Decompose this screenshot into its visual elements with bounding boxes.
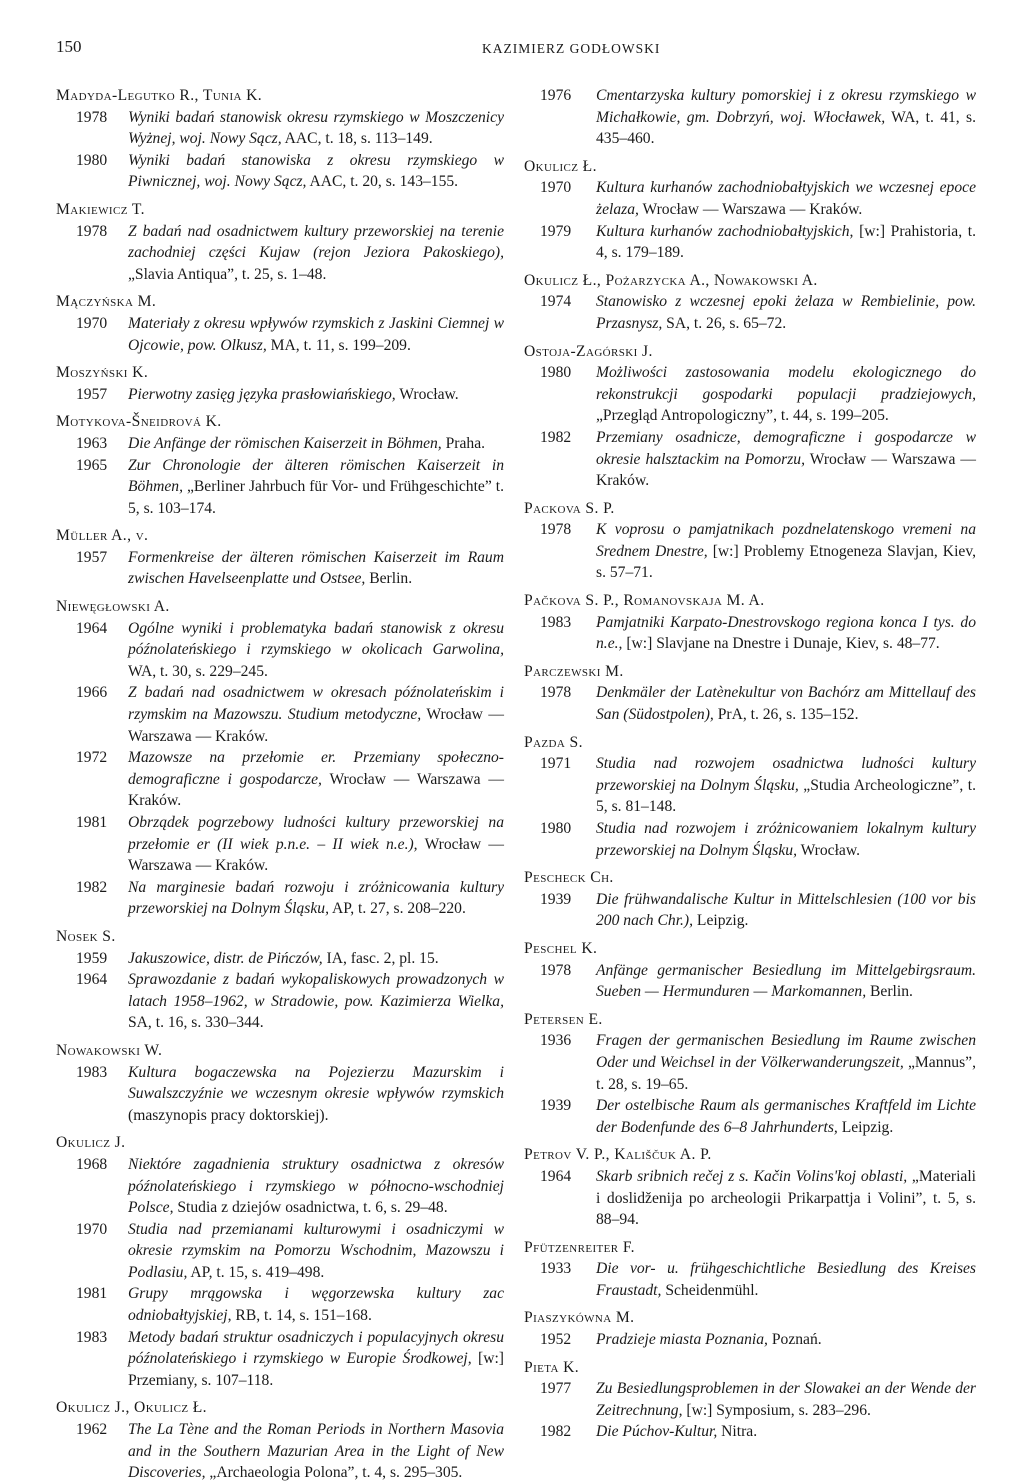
bibliography-entry — [524, 889, 976, 932]
author-heading: Okulicz J. — [56, 1134, 126, 1152]
entry-title: Formenkreise der älteren römischen Kaiserzeit im Raum zwischen Havelseenplatte und Ostsee, — [128, 548, 504, 588]
entry-publication: Wrocław. — [796, 841, 860, 859]
bibliography-column-right — [524, 85, 976, 1443]
entry-title: Mazowsze na przełomie er. Przemiany społeczno-demograficzne i gospodarcze, — [128, 749, 504, 788]
bibliography-entry — [524, 1258, 976, 1301]
entry-title: Metody badań struktur osadniczych i populacyjnych okresu późnolateńskiego i rzymskiego w Europie Środkowej, — [128, 1328, 504, 1368]
entry-title: Ogólne wyniki i problematyka badań stanowisk z okresu późnolateńskiego i rzymskiego w okolicach Garwolina, — [128, 619, 504, 659]
entry-publication: WA, t. 41, s. 435–460. — [596, 108, 976, 148]
bibliography-entry — [524, 1421, 976, 1443]
entry-publication: [w:] Symposium, s. 283–296. — [682, 1401, 871, 1419]
bibliography-entry — [524, 1166, 976, 1231]
entry-year: 1980 — [540, 820, 572, 837]
entry-year: 1964 — [76, 971, 108, 989]
entry-year: 1970 — [540, 179, 572, 197]
entry-title: Sprawozdanie z badań wykopaliskowych prowadzonych w latach 1958–1962, w Stradowie, pow. Kazimierza Wielka, — [128, 971, 504, 1010]
entry-publication: [w:] Slavjane na Dnestre i Dunaje, Kiev, s. 48–77. — [622, 635, 940, 653]
entry-title: Anfänge germanischer Besiedlung im Mittelgebirgsraum. Sueben — Hermunduren — Markomannen, — [596, 961, 976, 1001]
author-heading: Okulicz Ł., Pożarzycka A., Nowakowski A. — [524, 271, 818, 289]
bibliography-entry — [524, 612, 976, 655]
entry-year: 1979 — [540, 222, 572, 240]
entry-year: 1982 — [76, 878, 108, 896]
entry-title: Materiały z okresu wpływów rzymskich z Jaskini Ciemnej w Ojcowie, pow. Olkusz, — [128, 314, 504, 354]
author-heading: Pieta K. — [524, 1358, 580, 1376]
author-heading: Niewęgłowski A. — [56, 598, 170, 616]
entry-publication: Nitra. — [717, 1423, 758, 1441]
author-heading: Pazda S. — [524, 733, 583, 751]
entry-publication: „Przegląd Antropologiczny”, t. 44, s. 199–205. — [596, 407, 889, 425]
author-heading: Petersen E. — [524, 1010, 603, 1028]
entry-publication: Studia z dziejów osadnictwa, t. 6, s. 29–48. — [173, 1199, 448, 1217]
author-heading: Motykova-Šneidrová K. — [56, 413, 222, 431]
entry-title: Der ostelbische Raum als germanisches Kraftfeld im Lichte der Bodenfunde des 6–8 Jahrhunderts, — [596, 1097, 976, 1136]
bibliography-entry — [56, 948, 504, 970]
entry-title: Niektóre zagadnienia struktury osadnictwa z okresów późnolateńskiego i rzymskiego w północno-wschodniej Polsce, — [128, 1155, 504, 1217]
bibliography-entry — [56, 221, 504, 286]
bibliography-entry — [56, 1154, 504, 1219]
bibliography-entry — [524, 960, 976, 1003]
bibliography-entry — [524, 221, 976, 264]
bibliography-entry — [56, 1419, 504, 1484]
entry-year: 1978 — [76, 222, 108, 240]
entry-title: Die frühwandalische Kultur in Mittelschlesien (100 vor bis 200 nach Chr.), — [596, 890, 976, 930]
entry-year: 1978 — [540, 961, 572, 979]
entry-publication: [w:] Problemy Etnogeneza Slavjan, Kiev, s. 57–71. — [596, 542, 976, 582]
entry-title: Die vor- u. frühgeschichtliche Besiedlung des Kreises Fraustadt, — [596, 1260, 976, 1299]
page-number: 150 — [56, 37, 82, 56]
bibliography-entry — [524, 1030, 976, 1095]
entry-year: 1977 — [540, 1380, 572, 1398]
bibliography-entry — [524, 753, 976, 818]
entry-publication: IA, fasc. 2, pl. 15. — [322, 949, 439, 967]
bibliography-entry — [56, 1062, 504, 1127]
entry-publication: AP, t. 27, s. 208–220. — [328, 900, 466, 918]
entry-title: Kultura kurhanów zachodniobałtyjskich, — [596, 222, 854, 240]
author-heading: Petrov V. P., Kališčuk A. P. — [524, 1146, 712, 1164]
entry-year: 1933 — [540, 1260, 572, 1278]
bibliography-entry — [524, 362, 976, 427]
entry-title: Stanowisko z wczesnej epoki żelaza w Rembielinie, pow. Przasnysz, — [596, 293, 976, 332]
bibliography-entry — [56, 384, 504, 406]
author-heading: Mączyńska M. — [56, 293, 157, 311]
entry-publication: SA, t. 16, s. 330–344. — [128, 1014, 264, 1032]
entry-year: 1983 — [540, 613, 572, 631]
author-heading: Makiewicz T. — [56, 200, 145, 218]
entry-publication: Wrocław — Warszawa — Kraków. — [596, 450, 976, 490]
entry-title: Skarb sribnich rečej z s. Kačin Volins'koj oblasti, — [596, 1167, 908, 1185]
page-header — [56, 36, 968, 60]
entry-title: Die Anfänge der römischen Kaiserzeit in Böhmen, — [128, 434, 442, 452]
entry-publication: Leipzig. — [837, 1118, 894, 1136]
author-heading: Packova S. P. — [524, 499, 615, 517]
entry-title: Kultura kurhanów zachodniobałtyjskich we wczesnej epoce żelaza, — [596, 179, 976, 218]
bibliography-entry — [56, 433, 504, 455]
entry-publication: [w:] Prahistoria, t. 4, s. 179–189. — [596, 222, 976, 262]
entry-publication: Berlin. — [365, 570, 413, 588]
entry-title: Zur Chronologie der älteren römischen Kaiserzeit in Böhmen, — [128, 456, 504, 496]
entry-publication: „Mannus”, t. 28, s. 19–65. — [596, 1053, 976, 1093]
bibliography-entry — [524, 177, 976, 220]
entry-year: 1957 — [76, 385, 108, 403]
bibliography-entry — [56, 877, 504, 920]
entry-title: Pamjatniki Karpato-Dnestrovskogo regiona konca I tys. do n.e., — [596, 613, 976, 653]
entry-year: 1981 — [76, 814, 108, 831]
entry-publication: Berlin. — [866, 983, 913, 1001]
author-heading: Parczewski M. — [524, 662, 624, 680]
entry-year: 1980 — [76, 151, 108, 169]
entry-publication: RB, t. 14, s. 151–168. — [231, 1307, 372, 1325]
entry-year: 1971 — [540, 755, 572, 773]
entry-publication: Wrocław — Warszawa — Kraków. — [128, 770, 504, 810]
entry-title: Fragen der germanischen Besiedlung im Raume zwischen Oder und Weichsel in der Völkerwanderungszeit, — [596, 1032, 976, 1071]
author-heading: Madyda-Legutko R., Tunia K. — [56, 87, 263, 104]
bibliography-entry — [56, 150, 504, 193]
entry-publication: MA, t. 11, s. 199–209. — [266, 336, 411, 354]
entry-year: 1970 — [76, 1220, 108, 1238]
bibliography-entry — [524, 682, 976, 725]
author-heading: Pačkova S. P., Romanovskaja M. A. — [524, 592, 765, 610]
entry-title: Z badań nad osadnictwem w okresach późnolateńskim i rzymskim na Mazowszu. Studium metodyczne, — [128, 684, 504, 724]
entry-publication: AP, t. 15, s. 419–498. — [187, 1263, 325, 1281]
bibliography-entry — [524, 519, 976, 584]
entry-title: Cmentarzyska kultury pomorskiej i z okresu rzymskiego w Michałkowie, gm. Dobrzyń, woj. Włocławek, — [596, 87, 976, 126]
author-heading: Piaszykówna M. — [524, 1309, 635, 1327]
entry-publication: Wrocław — Warszawa — Kraków. — [128, 835, 504, 875]
bibliography-entry — [56, 969, 504, 1034]
entry-year: 1974 — [540, 293, 572, 311]
entry-publication: PrA, t. 26, s. 135–152. — [713, 706, 859, 724]
entry-year: 1980 — [540, 364, 572, 382]
entry-publication: AAC, t. 18, s. 113–149. — [281, 130, 433, 148]
bibliography-entry — [524, 291, 976, 334]
entry-year: 1952 — [540, 1331, 572, 1349]
entry-title: Denkmäler der Latènekultur von Bachórz am Mittellauf des San (Südostpolen), — [596, 684, 976, 724]
bibliography-entry — [56, 455, 504, 520]
bibliography-column-left — [56, 85, 504, 1484]
entry-year: 1939 — [540, 1097, 572, 1115]
entry-publication: Poznań. — [767, 1331, 822, 1349]
author-heading: Nosek S. — [56, 927, 116, 945]
entry-publication: „Studia Archeologiczne”, t. 5, s. 81–148. — [596, 776, 976, 816]
bibliography-entry — [524, 1095, 976, 1138]
entry-publication: „Berliner Jahrbuch für Vor- und Frühgeschichte” t. 5, s. 103–174. — [128, 478, 504, 517]
entry-title: Możliwości zastosowania modelu ekologicznego do rekonstrukcji gospodarki populacji pradziejowych, — [596, 364, 976, 403]
author-heading: Pescheck Ch. — [524, 869, 614, 887]
entry-publication: Wrocław. — [395, 385, 459, 403]
entry-title: Wyniki badań stanowiska z okresu rzymskiego w Piwnicznej, woj. Nowy Sącz, — [128, 151, 504, 191]
entry-title: Studia nad przemianami kulturowymi i osadniczymi w okresie rzymskim na Pomorzu Wschodnim, Mazowszu i Podlasiu, — [128, 1220, 504, 1281]
bibliography-entry — [524, 1378, 976, 1421]
entry-publication: „Materiali i doslidženija po archeologii Prikarpattja i Volini”, t. 5, s. 88–94. — [596, 1167, 976, 1229]
bibliography-entry — [56, 747, 504, 812]
bibliography-entry — [56, 618, 504, 683]
entry-year: 1983 — [76, 1328, 108, 1346]
entry-publication: AAC, t. 20, s. 143–155. — [306, 173, 459, 191]
entry-year: 1939 — [540, 890, 572, 908]
entry-title: Obrządek pogrzebowy ludności kultury przeworskiej na przełomie er (II wiek p.n.e. – II wiek n.e.), — [128, 814, 504, 853]
author-heading: Moszyński K. — [56, 364, 149, 382]
entry-title: Studia nad rozwojem osadnictwa ludności kultury przeworskiej na Dolnym Śląsku, — [596, 755, 976, 794]
entry-publication: Leipzig. — [693, 912, 749, 930]
author-heading: Ostoja-Zagórski J. — [524, 342, 653, 360]
entry-year: 1976 — [540, 87, 572, 104]
author-heading: Pfützenreiter F. — [524, 1238, 635, 1256]
entry-title: Z badań nad osadnictwem kultury przeworskiej na terenie zachodniej części Kujaw (rejon Jeziora Pakoskiego), — [128, 222, 504, 262]
bibliography-entry — [56, 682, 504, 747]
entry-publication: Scheidenmühl. — [661, 1281, 759, 1299]
entry-year: 1936 — [540, 1032, 572, 1050]
bibliography-entry — [524, 427, 976, 492]
entry-year: 1968 — [76, 1155, 108, 1173]
author-heading: Okulicz J., Okulicz Ł. — [56, 1399, 207, 1417]
entry-title: The La Tène and the Roman Periods in Northern Masovia and in the Southern Mazurian Area in the Light of New Discoveries, — [128, 1421, 504, 1482]
bibliography-entry — [56, 1219, 504, 1284]
entry-title: Die Púchov-Kultur, — [596, 1423, 718, 1441]
entry-publication: SA, t. 26, s. 65–72. — [662, 314, 787, 332]
bibliography-entry — [56, 107, 504, 150]
author-heading: Nowakowski W. — [56, 1041, 163, 1059]
entry-publication: Praha. — [441, 434, 486, 452]
entry-year: 1972 — [76, 749, 108, 767]
entry-publication: Wrocław — Warszawa — Kraków. — [128, 706, 504, 745]
entry-title: Jakuszowice, distr. de Pińczów, — [128, 949, 323, 967]
entry-year: 1966 — [76, 684, 108, 702]
entry-year: 1982 — [540, 1423, 572, 1441]
entry-year: 1963 — [76, 434, 108, 452]
author-heading: Peschel K. — [524, 939, 598, 957]
entry-title: Wyniki badań stanowisk okresu rzymskiego w Moszczenicy Wyżnej, woj. Nowy Sącz, — [128, 108, 504, 148]
entry-title: Pradzieje miasta Poznania, — [596, 1331, 768, 1349]
entry-title: K voprosu o pamjatnikach pozdnelatenskogo vremeni na Srednem Dnestre, — [596, 521, 976, 560]
entry-publication: [w:] Przemiany, s. 107–118. — [128, 1350, 504, 1389]
entry-title: Przemiany osadnicze, demograficzne i gospodarcze w okresie halsztackim na Pomorzu, — [596, 428, 976, 468]
entry-title: Grupy mrągowska i węgorzewska kultury zac odniobałtyjskiej, — [128, 1285, 504, 1325]
bibliography-entry — [56, 812, 504, 877]
entry-publication: „Archaeologia Polona”, t. 4, s. 295–305. — [205, 1464, 463, 1482]
entry-year: 1970 — [76, 314, 108, 332]
author-heading: Okulicz Ł. — [524, 157, 597, 175]
bibliography-entry — [56, 1283, 504, 1326]
entry-publication: Wrocław — Warszawa — Kraków. — [638, 200, 863, 218]
bibliography-entry — [56, 547, 504, 590]
entry-year: 1959 — [76, 949, 108, 967]
entry-publication: „Slavia Antiqua”, t. 25, s. 1–48. — [128, 265, 327, 283]
author-heading: Müller A., v. — [56, 527, 149, 545]
entry-year: 1962 — [76, 1421, 108, 1439]
bibliography-entry — [56, 313, 504, 356]
entry-title: Pierwotny zasięg języka prasłowiańskiego, — [128, 385, 396, 403]
bibliography-entry — [524, 818, 976, 861]
entry-year: 1978 — [76, 108, 108, 126]
entry-year: 1965 — [76, 456, 108, 474]
entry-year: 1983 — [76, 1063, 108, 1081]
entry-year: 1978 — [540, 521, 572, 539]
entry-title: Na marginesie badań rozwoju i zróżnicowania kultury przeworskiej na Dolnym Śląsku, — [128, 878, 504, 918]
bibliography-entry — [524, 85, 976, 150]
entry-title: Studia nad rozwojem i zróżnicowaniem lokalnym kultury przeworskiej na Dolnym Śląsku, — [596, 820, 976, 859]
bibliography-entry — [524, 1329, 976, 1351]
entry-year: 1982 — [540, 428, 572, 446]
entry-publication: (maszynopis pracy doktorskiej). — [128, 1106, 329, 1124]
entry-year: 1964 — [76, 619, 108, 637]
running-head: KAZIMIERZ GODŁOWSKI — [482, 41, 661, 56]
entry-year: 1978 — [540, 684, 572, 702]
entry-title: Kultura bogaczewska na Pojezierzu Mazurskim i Suwalszczyźnie we wczesnym okresie wpływów rzymskich — [128, 1063, 504, 1103]
bibliography-entry — [56, 1327, 504, 1392]
entry-year: 1957 — [76, 548, 108, 566]
entry-year: 1964 — [540, 1167, 572, 1185]
entry-publication: WA, t. 30, s. 229–245. — [128, 662, 268, 680]
entry-title: Zu Besiedlungsproblemen in der Slowakei an der Wende der Zeitrechnung, — [596, 1380, 976, 1419]
entry-year: 1981 — [76, 1285, 108, 1303]
